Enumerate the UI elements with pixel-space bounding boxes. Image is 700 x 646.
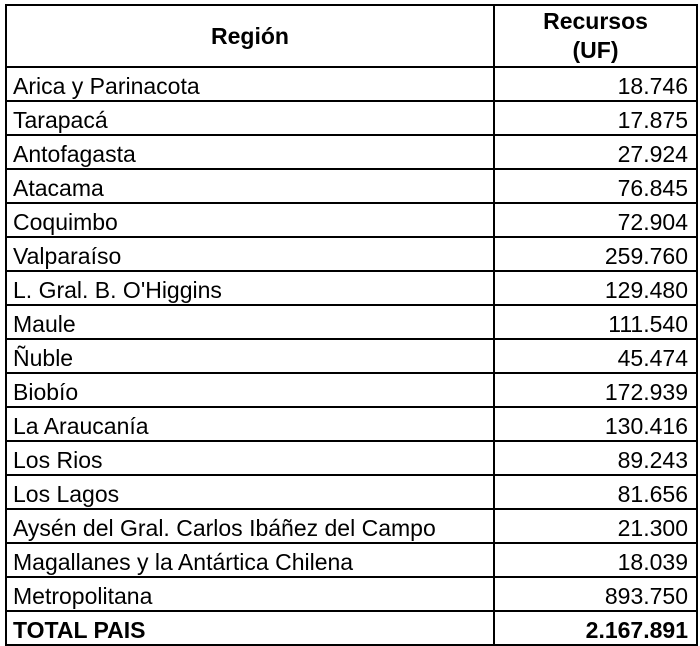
resources-value-cell: 18.746 bbox=[494, 67, 697, 101]
table-row bbox=[6, 203, 697, 237]
region-name-cell: Maule bbox=[6, 305, 494, 339]
table-row bbox=[6, 509, 697, 543]
table-row bbox=[6, 543, 697, 577]
region-name-cell: Antofagasta bbox=[6, 135, 494, 169]
region-name-cell: Valparaíso bbox=[6, 237, 494, 271]
region-name-cell: Arica y Parinacota bbox=[6, 67, 494, 101]
region-name-cell: L. Gral. B. O'Higgins bbox=[6, 271, 494, 305]
table-row bbox=[6, 373, 697, 407]
region-name-cell: Los Lagos bbox=[6, 475, 494, 509]
region-name-cell: Los Rios bbox=[6, 441, 494, 475]
region-name-cell: La Araucanía bbox=[6, 407, 494, 441]
table-header-row bbox=[6, 5, 697, 67]
resources-value-cell: 21.300 bbox=[494, 509, 697, 543]
resources-header-unit: (UF) bbox=[572, 37, 619, 63]
resources-value-cell: 893.750 bbox=[494, 577, 697, 611]
region-header-label: Región bbox=[211, 22, 289, 49]
resources-value-cell: 18.039 bbox=[494, 543, 697, 577]
region-name-cell: Magallanes y la Antártica Chilena bbox=[6, 543, 494, 577]
region-name-cell: Tarapacá bbox=[6, 101, 494, 135]
resources-value-cell: 172.939 bbox=[494, 373, 697, 407]
resources-value-cell: 129.480 bbox=[494, 271, 697, 305]
region-column-header bbox=[6, 5, 494, 67]
table-row bbox=[6, 577, 697, 611]
resources-value-cell: 17.875 bbox=[494, 101, 697, 135]
table-row bbox=[6, 135, 697, 169]
table-row bbox=[6, 271, 697, 305]
table-row bbox=[6, 305, 697, 339]
resources-value-cell: 81.656 bbox=[494, 475, 697, 509]
resources-value-cell: 72.904 bbox=[494, 203, 697, 237]
resources-column-header bbox=[494, 5, 697, 67]
table-row bbox=[6, 237, 697, 271]
resources-value-cell: 259.760 bbox=[494, 237, 697, 271]
resources-by-region-table bbox=[5, 4, 698, 646]
table-body bbox=[6, 67, 697, 645]
resources-value-cell: 89.243 bbox=[494, 441, 697, 475]
resources-value-cell: 76.845 bbox=[494, 169, 697, 203]
region-name-cell: Aysén del Gral. Carlos Ibáñez del Campo bbox=[6, 509, 494, 543]
table-row bbox=[6, 407, 697, 441]
region-name-cell: Biobío bbox=[6, 373, 494, 407]
table-row bbox=[6, 67, 697, 101]
region-name-cell: Ñuble bbox=[6, 339, 494, 373]
table-row bbox=[6, 169, 697, 203]
total-value-cell: 2.167.891 bbox=[494, 611, 697, 645]
table-row bbox=[6, 441, 697, 475]
resources-value-cell: 111.540 bbox=[494, 305, 697, 339]
table-row bbox=[6, 339, 697, 373]
resources-value-cell: 130.416 bbox=[494, 407, 697, 441]
region-name-cell: Atacama bbox=[6, 169, 494, 203]
region-name-cell: Metropolitana bbox=[6, 577, 494, 611]
resources-value-cell: 45.474 bbox=[494, 339, 697, 373]
region-name-cell: Coquimbo bbox=[6, 203, 494, 237]
resources-value-cell: 27.924 bbox=[494, 135, 697, 169]
table-row bbox=[6, 475, 697, 509]
table-row bbox=[6, 101, 697, 135]
total-label-cell: TOTAL PAIS bbox=[6, 611, 494, 645]
total-row bbox=[6, 611, 697, 645]
resources-header-label: Recursos bbox=[543, 8, 648, 35]
